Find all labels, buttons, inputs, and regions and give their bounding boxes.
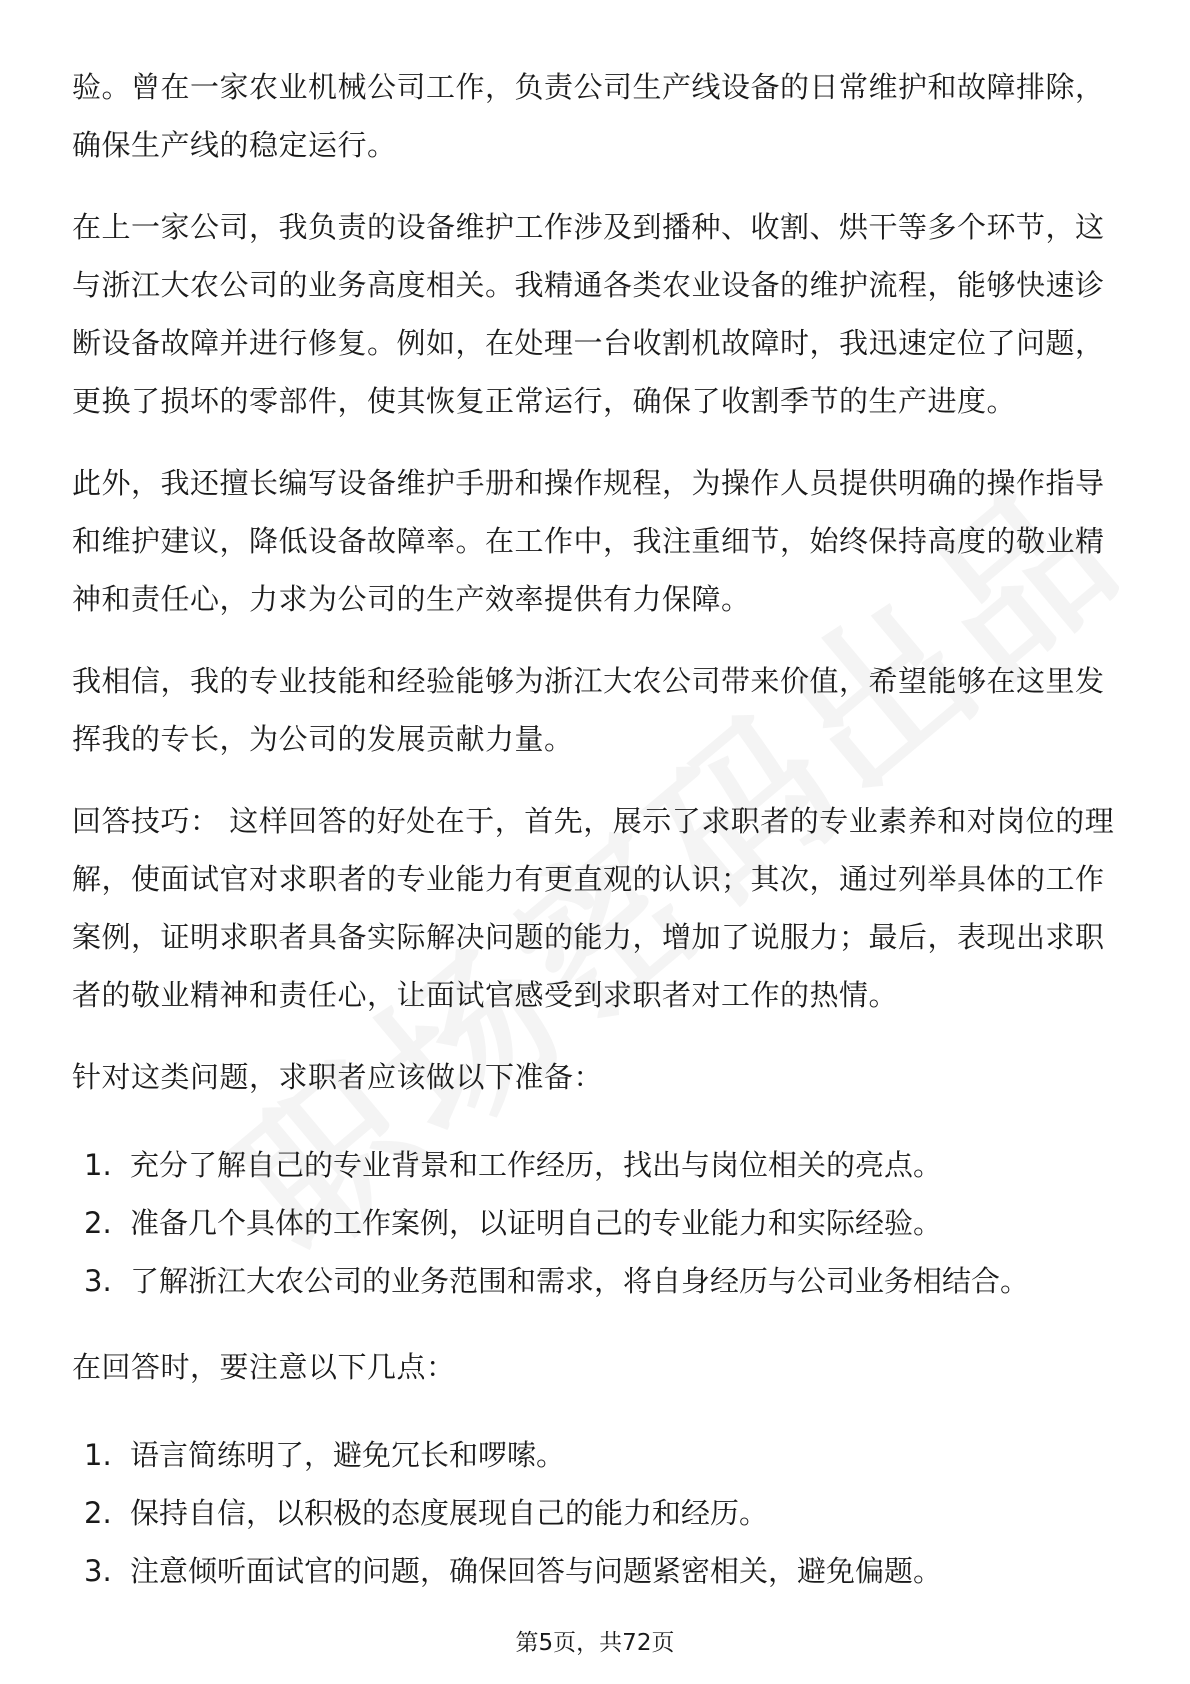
document-body [72, 58, 1122, 1628]
list-number: 2. [84, 1206, 112, 1240]
list-item [72, 1252, 1122, 1310]
list-text: 语言简练明了，避免冗长和啰嗦。 [130, 1438, 566, 1472]
paragraph-notes-intro: 在回答时，要注意以下几点： [72, 1350, 456, 1384]
list-item [72, 1542, 1122, 1600]
page-number-footer: 第5页，共72页 [515, 1630, 675, 1656]
list-text: 注意倾听面试官的问题，确保回答与问题紧密相关，避免偏题。 [130, 1554, 943, 1588]
list-number: 1. [84, 1148, 112, 1182]
paragraph-answer-tips: 回答技巧： 这样回答的好处在于，首先，展示了求职者的专业素养和对岗位的理解，使面试官对求职者的专业能力有更直观的认识；其次，通过列举具体的工作案例，证明求职者具备实际解决问题的能力，增加了说服力；最后，表现出求职者的敬业精神和责任心，让面试官感受到求职者对工作的热情。 [72, 804, 1115, 1012]
list-item [72, 1136, 1122, 1194]
list-number: 3. [84, 1554, 112, 1588]
paragraph-belief: 我相信，我的专业技能和经验能够为浙江大农公司带来价值，希望能够在这里发挥我的专长，为公司的发展贡献力量。 [72, 664, 1105, 756]
list-text: 了解浙江大农公司的业务范围和需求，将自身经历与公司业务相结合。 [130, 1264, 1030, 1298]
notes-list [72, 1420, 1122, 1600]
list-item [72, 1194, 1122, 1252]
list-text: 准备几个具体的工作案例，以证明自己的专业能力和实际经验。 [130, 1206, 943, 1240]
list-text: 充分了解自己的专业背景和工作经历，找出与岗位相关的亮点。 [130, 1148, 943, 1182]
paragraph-manual-writing: 此外，我还擅长编写设备维护手册和操作规程，为操作人员提供明确的操作指导和维护建议，降低设备故障率。在工作中，我注重细节，始终保持高度的敬业精神和责任心，力求为公司的生产效率提供有力保障。 [72, 466, 1105, 616]
paragraph-preparation-intro: 针对这类问题，求职者应该做以下准备： [72, 1060, 604, 1094]
list-number: 3. [84, 1264, 112, 1298]
list-number: 1. [84, 1438, 112, 1472]
preparation-list [72, 1130, 1122, 1310]
list-item [72, 1484, 1122, 1542]
paragraph-experience: 验。曾在一家农业机械公司工作，负责公司生产线设备的日常维护和故障排除，确保生产线的稳定运行。 [72, 70, 1105, 162]
paragraph-previous-company: 在上一家公司，我负责的设备维护工作涉及到播种、收割、烘干等多个环节，这与浙江大农公司的业务高度相关。我精通各类农业设备的维护流程，能够快速诊断设备故障并进行修复。例如，在处理一台收割机故障时，我迅速定位了问题，更换了损坏的零部件，使其恢复正常运行，确保了收割季节的生产进度。 [72, 210, 1105, 418]
list-item [72, 1426, 1122, 1484]
list-text: 保持自信，以积极的态度展现自己的能力和经历。 [130, 1496, 769, 1530]
list-number: 2. [84, 1496, 112, 1530]
